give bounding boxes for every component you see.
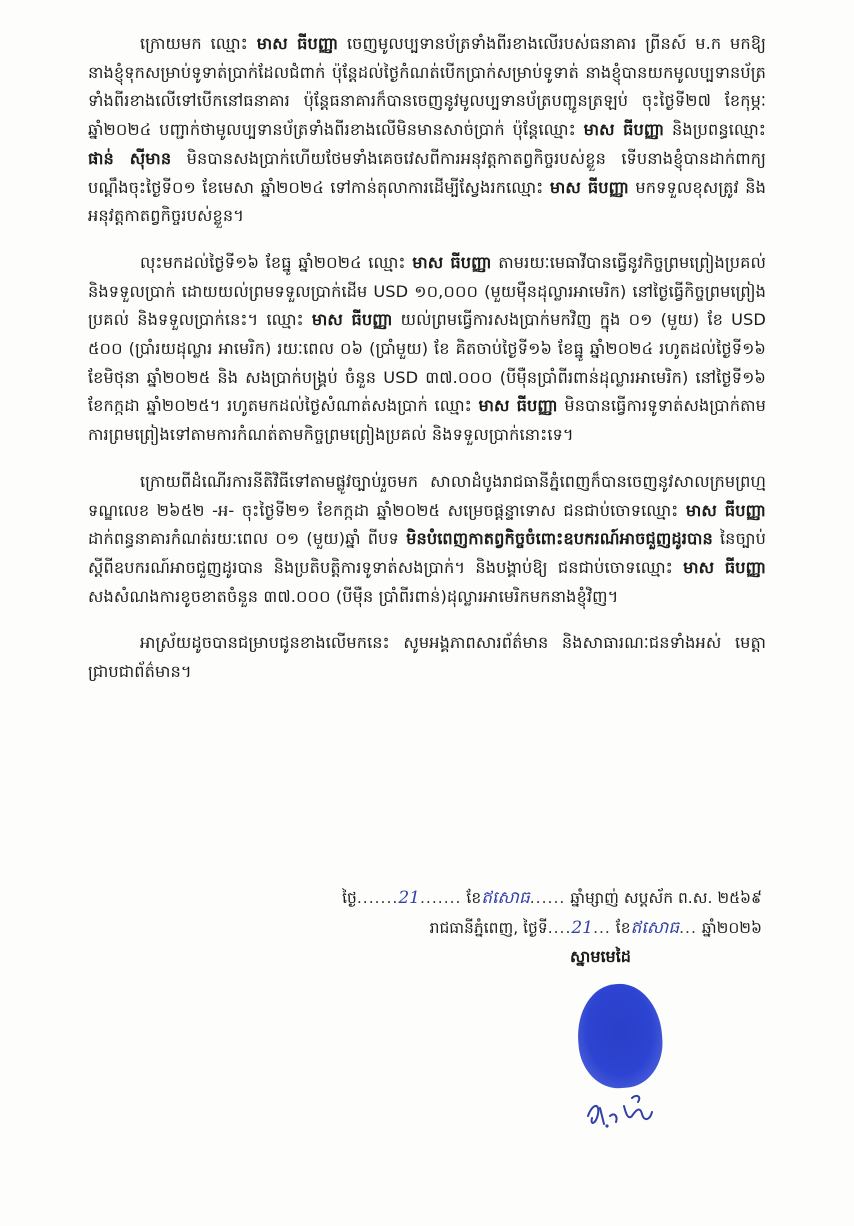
body-text: យល់ព្រមធ្វើការសងប្រាក់មកវិញ ក្នុង ០១ (មួយ) ខែ USD ៥០០ (ប្រាំរយដុល្លារ អាមេរិក) រយៈពេល ០៦ (ប្រាំមួយ) ខែ គិតចាប់ថ្ងៃទី១៦ ខែធ្នូ ឆ្នាំ២០២៤ រហូតដល់ថ្ងៃទី១៦ ខែមិថុនា ឆ្នាំ២០២៥ និង សងប្រាក់បង្រ្គប់ ចំនួន USD ៣៧.០០០ (បីម៉ឺនប្រាំពីរពាន់ដុល្លារអាមេរិក) នៅថ្ងៃទី១៦ ខែកក្កដា ឆ្នាំ២០២៥។ រហូតមកដល់ថ្ងៃសំណាត់សងប្រាក់ ឈ្មោះ [88, 310, 766, 416]
handwritten-name-signature [580, 1086, 670, 1136]
bold-text: មាស ធីបញ្ញា [256, 34, 339, 53]
bold-text: មាស ធីបញ្ញា [683, 557, 766, 577]
paragraph-4 [88, 629, 766, 686]
body-text: នៃច្បាប់ស្តីពីឧបករណ៍អាចជួញដូរបាន និងប្រតិបត្តិការទូទាត់សងប្រាក់។ និងបង្គាប់ឱ្យ ជនជាប់ចោទឈ្មោះ [88, 529, 766, 577]
body-text: ក្រោយពីដំណើរការនីតិវិធីទៅតាមផ្លូវច្បាប់រួចមក សាលាដំបូងរាជធានីភ្នំពេញក៏បានចេញនូវសាលក្រមព្រហ្មទណ្ឌលេខ ២៦៥២ -អ- ចុះថ្ងៃទី២១ ខែកក្កដា ឆ្នាំ២០២៥ សម្រេចផ្តន្ទាទោស ជនជាប់ចោទឈ្មោះ [88, 471, 766, 520]
gregorian-date-line: រាជធានីភ្នំពេញ, ថ្ងៃទី....21... ខែឥសោធ... ឆ្នាំ២០២៦ [429, 918, 762, 938]
lunar-month-handwritten: ឥសោធ [481, 888, 530, 908]
bold-text: មាស ធីបញ្ញា [311, 310, 393, 330]
paragraph-1 [88, 30, 766, 231]
bold-text: ផាន់ ស៊ីមាន [88, 148, 172, 168]
bold-text: មាស ធីបញ្ញា [549, 177, 629, 197]
place-date-prefix: រាជធានីភ្នំពេញ, ថ្ងៃទី [429, 919, 548, 937]
thumbprint-label: ស្នាមមេដៃ [570, 947, 631, 966]
lunar-date-line: ថ្ងៃ.......21....... ខែឥសោធ...... ឆ្នាំម្សាញ់ សប្តស័ក ព.ស. ២៥៦៩ [342, 888, 762, 908]
gregorian-year: ឆ្នាំ២០២៦ [701, 919, 762, 937]
paragraph-3 [88, 468, 766, 612]
body-text: សងសំណងការខូចខាតចំនួន ៣៧.០០០ (បីម៉ឺន ប្រាំពីរពាន់)ដុល្លារអាមេរិកមកនាងខ្ញុំវិញ។ [88, 586, 619, 606]
body-text: មិនបានសងប្រាក់ហើយថែមទាំងគេចវេសពីការអនុវត្តកាតព្វកិច្ចរបស់ខ្លួន ទើបនាងខ្ញុំបានដាក់ពាក្យបណ្តឹងចុះថ្ងៃទី០១ ខែមេសា ឆ្នាំ២០២៤ ទៅកាន់តុលាការដើម្បីស្វែងរកឈ្មោះ [88, 148, 766, 197]
body-text: ក្រោយមក ឈ្មោះ [140, 34, 257, 53]
letter-body [88, 30, 766, 687]
bold-text: មិនបំពេញកាតព្វកិច្ចចំពោះឧបករណ៍អាចជួញដូរបាន [406, 529, 713, 549]
lunar-month-prefix: ខែ [466, 889, 482, 907]
body-text: តាមរយៈមេធាវីបានធ្វើនូវកិច្ចព្រមព្រៀងប្រគល់ និងទទួលប្រាក់ ដោយយល់ព្រមទទួលប្រាក់ដើម USD ១០,០០០ (មួយម៉ឺនដុល្លារអាមេរិក) នៅថ្ងៃធ្វើកិច្ចព្រមព្រៀងប្រគល់ និងទទួលប្រាក់នេះ។ ឈ្មោះ [88, 252, 766, 330]
body-text: លុះមកដល់ថ្ងៃទី១៦ ខែធ្នូ ឆ្នាំ២០២៤ ឈ្មោះ [140, 252, 413, 272]
lunar-date-prefix: ថ្ងៃ [342, 889, 357, 907]
paragraph-2 [88, 249, 766, 450]
date-block [242, 883, 762, 943]
gregorian-month-prefix: ខែ [615, 919, 631, 937]
bold-text: មាស ធីបញ្ញា [412, 252, 492, 272]
bold-text: មាស ធីបញ្ញា [478, 396, 558, 416]
gregorian-day-handwritten: 21 [571, 918, 594, 938]
body-text: ដាក់ពន្ធនាគារកំណត់រយៈពេល ០១ (មួយ)ឆ្នាំ ពីបទ [88, 529, 407, 549]
gregorian-month-handwritten: ឥសោធ [630, 918, 680, 938]
bold-text: មាស ធីបញ្ញា [685, 500, 766, 520]
body-text: អាស្រ័យដូចបានជម្រាបជូនខាងលើមកនេះ សូមអង្គភាពសារព័ត៌មាន និងសាធារណៈជនទាំងអស់ មេត្តាជ្រាបជាព័ត៌មាន។ [88, 633, 766, 682]
bold-text: មាស ធីបញ្ញា [583, 120, 665, 140]
body-text: ចេញមូលប្បទានប័ត្រទាំងពីរខាងលើរបស់ធនាគារ ព្រីនស៍ ម.ក មកឱ្យនាងខ្ញុំទុកសម្រាប់ទូទាត់ប្រាក់ដែលជំពាក់ ប៉ុន្តែដល់ថ្ងៃកំណត់បើកប្រាក់សម្រាប់ទូទាត់ នាងខ្ញុំបានយកមូលប្បទានប័ត្រទាំងពីរខាងលើទៅបើកនៅធនាគារ ប៉ុន្តែធនាគារក៏បានចេញនូវមូលប្បទានប័ត្របញ្ជូនត្រឡប់ ចុះថ្ងៃទី២៧ ខែកុម្ភៈ ឆ្នាំ២០២៤ បញ្ជាក់ថាមូលប្បទានប័ត្រទាំងពីរខាងលើមិនមានសាច់ប្រាក់ ប៉ុន្តែឈ្មោះ [88, 34, 766, 140]
lunar-date-suffix: ឆ្នាំម្សាញ់ សប្តស័ក ព.ស. ២៥៦៩ [570, 889, 762, 907]
body-text: មកទទួលខុសត្រូវ និងអនុវត្តកាតព្វកិច្ចរបស់ខ្លួន។ [88, 177, 766, 226]
body-text: មិនបានធ្វើការទូទាត់សងប្រាក់តាមការព្រមព្រៀងទៅតាមការកំណត់តាមកិច្ចព្រមព្រៀងប្រគល់ និងទទួលប្រាក់នោះទេ។ [88, 396, 766, 445]
body-text: និងប្រពន្ធឈ្មោះ [664, 120, 766, 140]
lunar-day-handwritten: 21 [398, 888, 420, 908]
